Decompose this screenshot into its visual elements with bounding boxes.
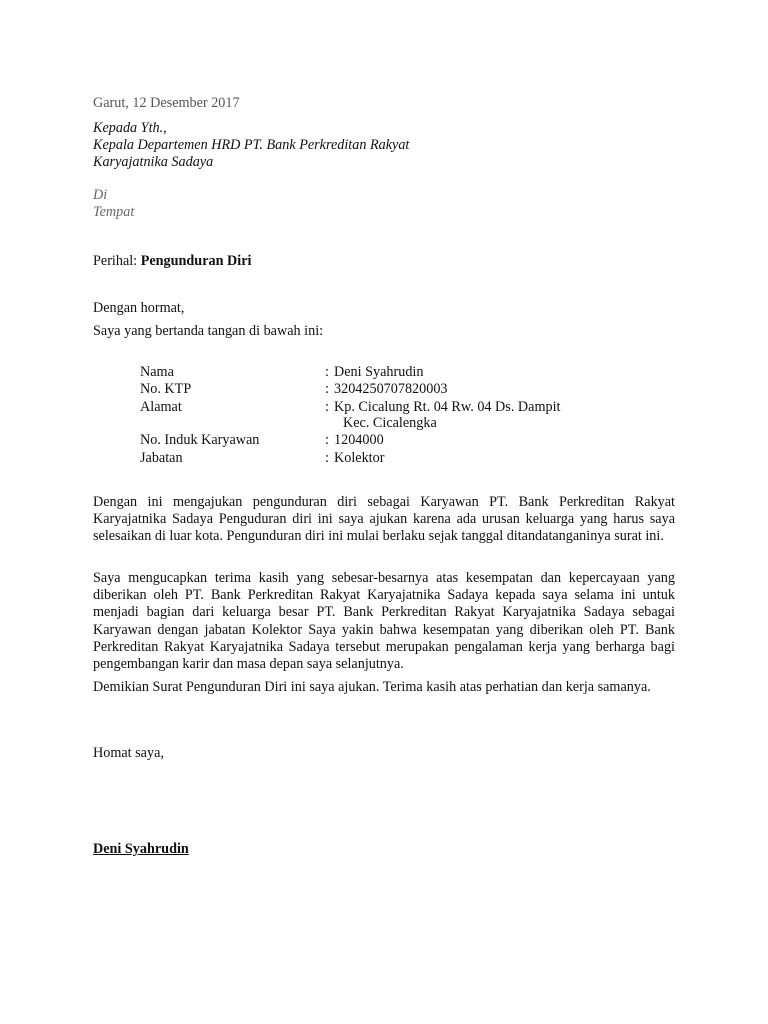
identity-colon: : [325,432,329,448]
identity-colon: : [325,399,329,415]
subject-value: Pengunduran Diri [140,253,252,269]
subject-line [93,252,251,270]
identity-value: Kec. Cicalengka [343,415,437,431]
place-date: Garut, 12 Desember 2017 [93,95,240,111]
identity-colon: : [325,364,329,380]
body-paragraph-2: Saya mengucapkan terima kasih yang sebesar-besarnya atas kesempatan dan kepercayaan yang diberikan oleh PT. Bank Perkreditan Rakyat Karyajatnika Sadaya kepada saya selama ini untuk menjadi bagian dari keluarga besar PT. Bank Perkreditan Rakyat Karyajatnika Sadaya sebagai Karyawan dengan jabatan Kolektor Saya yakin bahwa kesempatan yang diberikan oleh PT. Bank Perkreditan Rakyat Karyajatnika Sadaya tersebut merupakan pengalaman kerja yang berharga bagi pengembangan karir dan masa depan saya selanjutnya. [93,570,675,673]
greeting: Dengan hormat, [93,300,185,316]
identity-value: 1204000 [334,432,384,448]
recipient-line-2: Karyajatnika Sadaya [93,154,214,170]
body-paragraph-1: Dengan ini mengajukan pengunduran diri sebagai Karyawan PT. Bank Perkreditan Rakyat Karyajatnika Sadaya Penguduran diri ini saya ajukan karena ada urusan keluarga yang harus saya selesaikan di luar kota. Pengunduran diri ini mulai berlaku sejak tanggal ditandatanganinya surat ini. [93,494,675,545]
identity-label: Alamat [140,399,182,415]
identity-label: Nama [140,364,174,380]
identity-value: Deni Syahrudin [334,364,424,380]
identity-label: No. KTP [140,381,192,397]
identity-colon: : [325,450,329,466]
closing: Homat saya, [93,745,164,761]
signature-name: Deni Syahrudin [93,841,189,857]
recipient-line-1: Kepala Departemen HRD PT. Bank Perkreditan Rakyat [93,137,410,153]
identity-label: Jabatan [140,450,183,466]
identity-value: Kolektor [334,450,385,466]
intro-text: Saya yang bertanda tangan di bawah ini: [93,323,324,339]
identity-value: 3204250707820003 [334,381,448,397]
recipient-tempat: Tempat [93,204,135,220]
subject-label: Perihal: [93,253,138,269]
body-paragraph-3: Demikian Surat Pengunduran Diri ini saya ajukan. Terima kasih atas perhatian dan kerja samanya. [93,679,651,695]
identity-value: Kp. Cicalung Rt. 04 Rw. 04 Ds. Dampit [334,399,561,415]
identity-label: No. Induk Karyawan [140,432,260,448]
identity-colon: : [325,381,329,397]
recipient-di: Di [93,187,108,203]
recipient-salutation: Kepada Yth., [93,120,167,136]
